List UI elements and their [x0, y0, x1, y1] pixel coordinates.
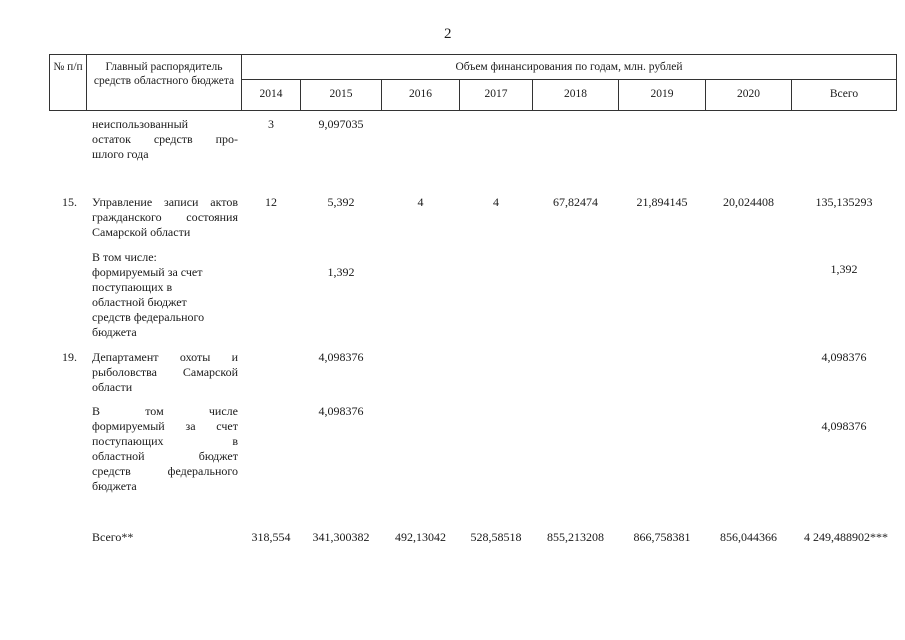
header-funding-divider: [241, 79, 897, 80]
cell-2017: 528,58518: [470, 530, 522, 544]
cell-total: 4,098376: [821, 419, 867, 433]
header-bottom-border: [49, 110, 897, 111]
cell-2018: 855,213208: [547, 530, 604, 544]
row-name-line: остаток средств про-: [92, 132, 238, 146]
row-name-line: формируемый за счет: [92, 419, 238, 433]
header-vline-right: [896, 54, 897, 111]
row-name-line: В том числе:: [92, 250, 157, 264]
cell-2019: 21,894145: [636, 195, 688, 209]
header-year-2017: 2017: [484, 88, 508, 100]
cell-2015: 9,097035: [318, 117, 364, 131]
cell-total: 135,135293: [815, 195, 873, 209]
row-name-line: неиспользованный: [92, 117, 189, 131]
row-name-line: Всего**: [92, 530, 134, 544]
cell-2015: 1,392: [327, 265, 355, 279]
row-name-line: поступающих в: [92, 280, 173, 294]
header-top-border: [49, 54, 897, 55]
cell-2015: 341,300382: [312, 530, 370, 544]
header-col-name: Главный распорядитель средств областного бюджета: [93, 61, 235, 87]
header-year-2015: 2015: [329, 88, 353, 100]
cell-2015: 4,098376: [318, 404, 364, 418]
header-col-no: № п/п: [53, 61, 83, 73]
row-number: 19.: [62, 350, 77, 364]
header-year-2018: 2018: [564, 88, 587, 100]
cell-2014: 3: [268, 117, 274, 131]
header-vline-no: [86, 54, 87, 111]
row-name-line: областной бюджет: [92, 449, 238, 463]
row-name-line: формируемый за счет: [92, 265, 203, 279]
row-name-line: средств федерального: [92, 464, 238, 478]
header-year-2019: 2019: [650, 88, 674, 100]
header-col-funding: Объем финансирования по годам, млн. рублей: [455, 61, 683, 73]
cell-2018: 67,82474: [553, 195, 598, 209]
header-year-2020: 2020: [737, 88, 760, 100]
row-name-line: рыболовства Самарской: [92, 365, 238, 379]
header-year-2014: 2014: [259, 88, 283, 100]
header-year-2016: 2016: [409, 88, 432, 100]
row-name-line: бюджета: [92, 479, 137, 493]
header-year-total: Всего: [829, 88, 859, 100]
cell-total: 1,392: [830, 262, 858, 276]
cell-2020: 20,024408: [723, 195, 774, 209]
row-name-line: В том числе: [92, 404, 238, 418]
cell-total: 4,098376: [821, 350, 867, 364]
header-vline-left: [49, 54, 50, 111]
page-number: 2: [444, 26, 452, 42]
row-name-line: средств федерального: [92, 310, 205, 324]
row-name-line: гражданского состояния: [92, 210, 238, 224]
cell-2016: 4: [417, 195, 424, 209]
row-name-line: шлого года: [92, 147, 149, 161]
cell-2016: 492,13042: [395, 530, 446, 544]
cell-2015: 4,098376: [318, 350, 364, 364]
cell-total: 4 249,488902***: [804, 530, 888, 544]
row-name-line: Самарской области: [92, 225, 191, 239]
cell-2015: 5,392: [327, 195, 355, 209]
cell-2017: 4: [493, 195, 499, 209]
row-name-line: Департамент охоты и: [92, 350, 238, 364]
row-name-line: бюджета: [92, 325, 137, 339]
cell-2020: 856,044366: [720, 530, 777, 544]
row-name-line: области: [92, 380, 133, 394]
cell-2014: 12: [265, 195, 277, 209]
cell-2019: 866,758381: [633, 530, 691, 544]
row-name-line: областной бюджет: [92, 295, 187, 309]
row-name-line: поступающих в: [92, 434, 238, 448]
row-name-line: Управление записи актов: [92, 195, 238, 209]
row-number: 15.: [62, 195, 77, 209]
cell-2014: 318,554: [251, 530, 291, 544]
